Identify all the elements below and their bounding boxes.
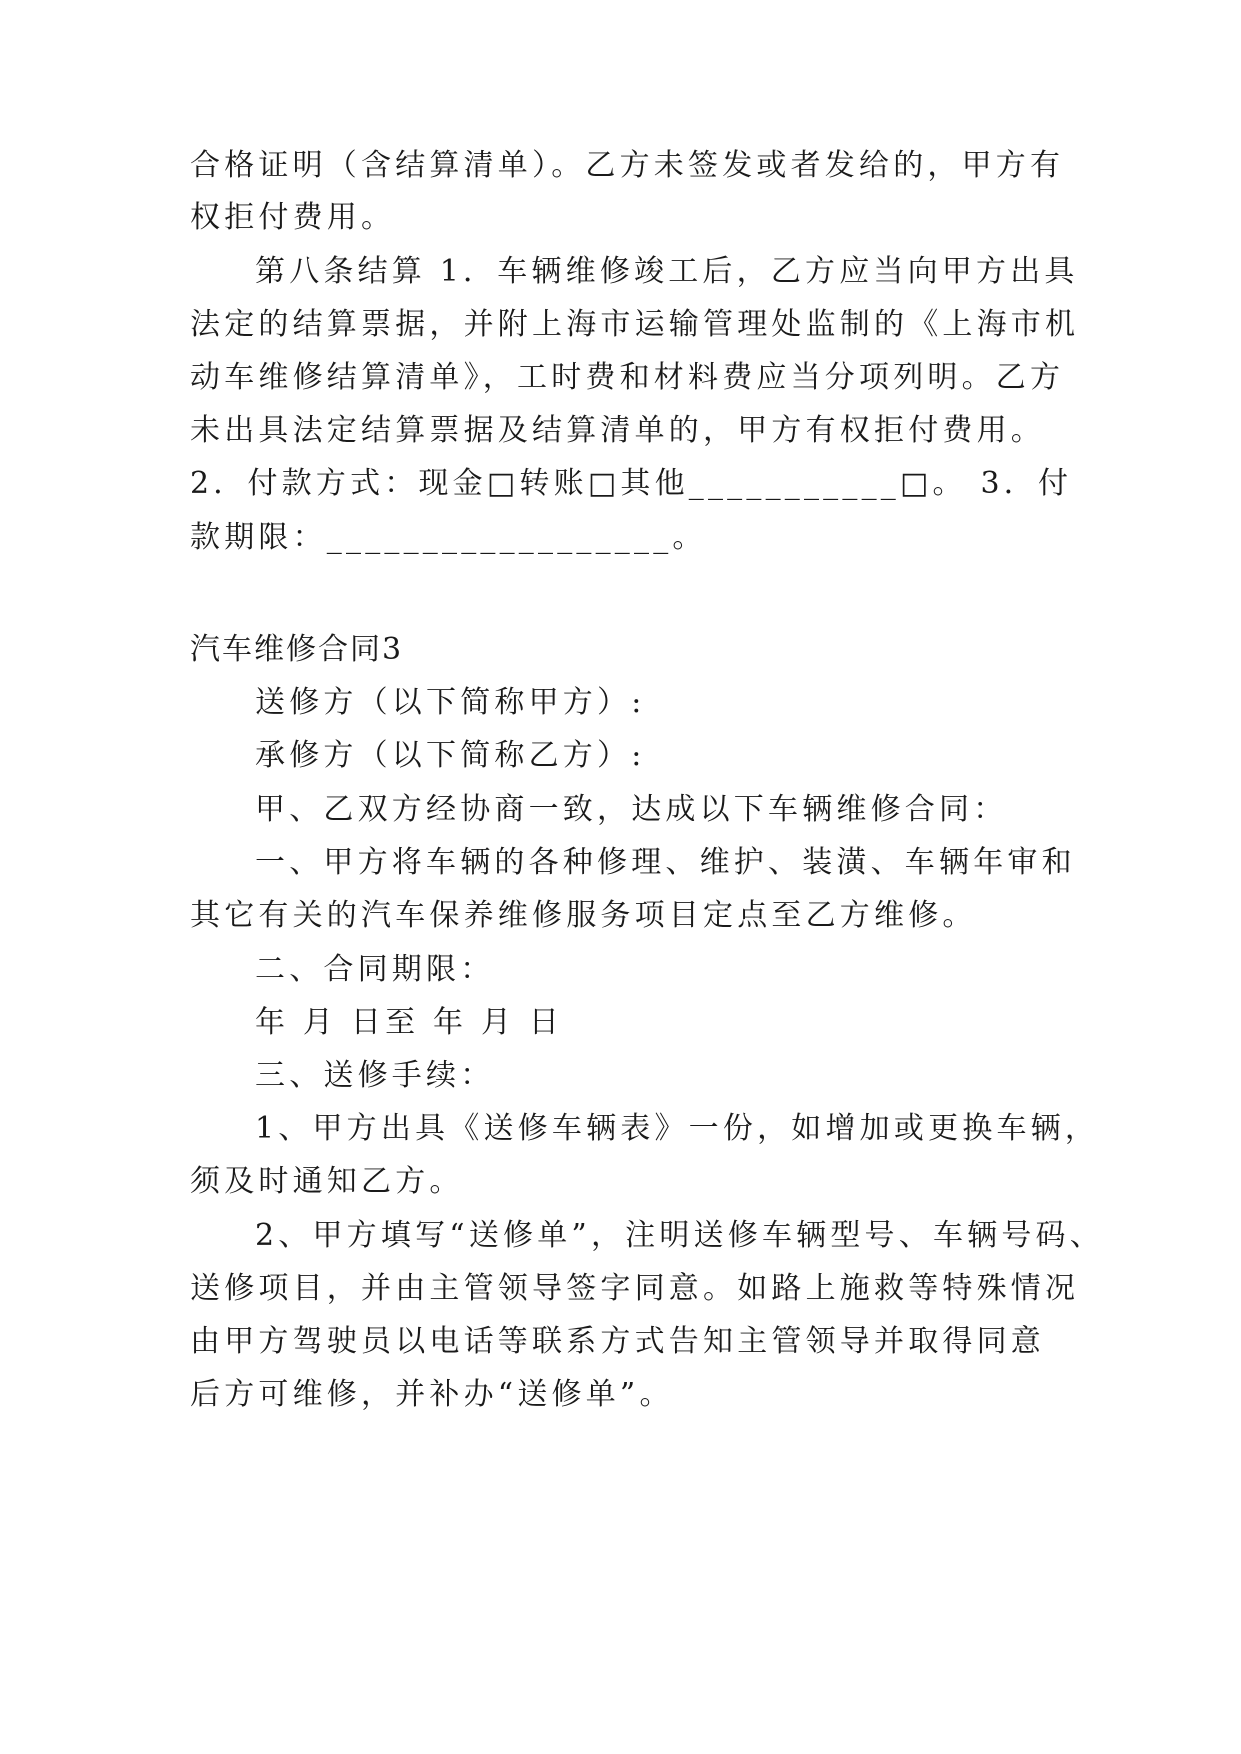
payment-method-line: 2．付款方式：现金□转账□其他___________□。 3．付 [190,466,1073,501]
paragraph-line: 其它有关的汽车保养维修服务项目定点至乙方维修。 [190,898,977,933]
paragraph-line: 甲、乙双方经协商一致，达成以下车辆维修合同： [255,792,1008,827]
paragraph-line: 送修项目，并由主管领导签字同意。如路上施救等特殊情况 [190,1271,1080,1306]
party-b-line: 承修方（以下简称乙方）: [255,738,646,773]
paragraph-line: 动车维修结算清单》，工时费和材料费应当分项列明。乙方 [190,360,1065,395]
paragraph-line: 由甲方驾驶员以电话等联系方式告知主管领导并取得同意 [190,1324,1045,1359]
party-a-line: 送修方（以下简称甲方）: [255,685,646,720]
section-2-heading: 二、合同期限： [255,952,495,987]
paragraph-line: 后方可维修，并补办“送修单”。 [190,1377,674,1412]
item-2-line: 2、甲方填写“送修单”，注明送修车辆型号、车辆号码、 [255,1218,1104,1253]
paragraph-line: 须及时通知乙方。 [190,1164,464,1199]
paragraph-line: 未出具法定结算票据及结算清单的，甲方有权拒付费用。 [190,413,1045,448]
paragraph-line: 权拒付费用。 [190,200,396,235]
payment-term-line: 款期限：__________________。 [190,520,707,555]
paragraph-line: 法定的结算票据，并附上海市运输管理处监制的《上海市机 [190,307,1080,342]
section-1-line: 一、甲方将车辆的各种修理、维护、装潢、车辆年审和 [255,845,1076,880]
item-1-line: 1、甲方出具《送修车辆表》一份，如增加或更换车辆， [255,1111,1100,1146]
section-3-heading: 三、送修手续： [255,1058,495,1093]
contract-period-line: 年 月 日至 年 月 日 [255,1005,564,1040]
paragraph-line: 合格证明（含结算清单）。乙方未签发或者发给的，甲方有 [190,148,1065,183]
article-8-heading: 第八条结算 1．车辆维修竣工后，乙方应当向甲方出具 [255,254,1079,289]
contract-title: 汽车维修合同3 [190,632,404,667]
